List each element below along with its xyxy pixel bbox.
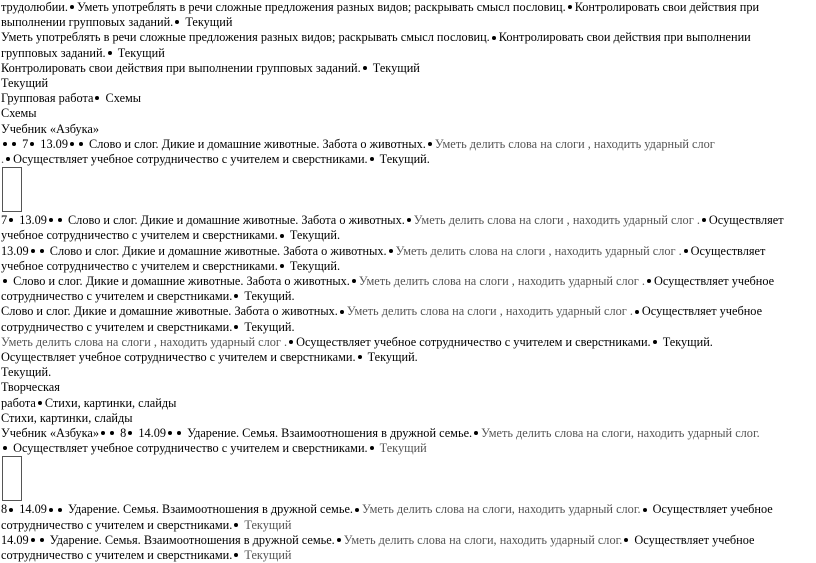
text-line bbox=[1, 365, 816, 380]
text-line bbox=[1, 152, 816, 167]
text-segment: Творческая bbox=[1, 380, 60, 395]
text-line bbox=[1, 61, 816, 76]
text-line bbox=[1, 274, 816, 289]
text-segment: Уметь делить слова на слоги , находить ударный слог . bbox=[395, 243, 682, 258]
text-line bbox=[1, 259, 816, 274]
bullet-icon bbox=[624, 538, 628, 542]
text-segment: Схемы bbox=[102, 91, 142, 106]
bullet-icon bbox=[3, 446, 7, 450]
text-segment: Слово и слог. Дикие и домашние животные. Забота о животных. bbox=[85, 136, 426, 151]
bullet-icon bbox=[3, 279, 7, 283]
text-segment: Осуществляет учебное bbox=[654, 274, 775, 289]
bullet-icon bbox=[234, 523, 238, 527]
bullet-icon bbox=[234, 294, 238, 298]
text-line bbox=[1, 533, 816, 548]
text-segment: Уметь делить слова на слоги , находить ударный слог . bbox=[413, 213, 700, 228]
text-segment: Групповая работа bbox=[1, 91, 94, 106]
text-line bbox=[1, 228, 816, 243]
bullet-icon bbox=[9, 508, 13, 512]
text-segment: Текущий bbox=[241, 517, 292, 532]
text-segment: Ударение. Семья. Взаимоотношения в дружной семье. bbox=[184, 426, 473, 441]
text-segment: Осуществляет учебное сотрудничество с учителем и сверстниками. bbox=[10, 441, 368, 456]
bullet-icon bbox=[352, 279, 356, 283]
bullet-icon bbox=[101, 431, 105, 435]
bullet-icon bbox=[175, 20, 179, 24]
text-segment: Уметь делить слова на слоги , находить ударный слог . bbox=[1, 334, 288, 349]
empty-table-cell bbox=[2, 167, 22, 212]
text-line bbox=[1, 502, 816, 517]
bullet-icon bbox=[31, 538, 35, 542]
text-line bbox=[1, 335, 816, 350]
text-segment: Осуществляет учебное bbox=[649, 502, 773, 517]
text-segment: Текущий. bbox=[376, 152, 430, 167]
bullet-icon bbox=[407, 218, 411, 222]
bullet-icon bbox=[653, 340, 657, 344]
text-segment: работа bbox=[1, 395, 36, 410]
text-segment: Уметь делить слова на слоги , находить ударный слог . bbox=[358, 274, 645, 289]
bullet-icon bbox=[128, 431, 132, 435]
text-segment: Уметь делить слова на слоги , находить ударный слог bbox=[434, 136, 715, 151]
bullet-icon bbox=[234, 553, 238, 557]
text-line bbox=[1, 350, 816, 365]
text-segment: Текущий. bbox=[1, 365, 52, 380]
text-segment: Уметь делить слова на слоги, находить ударный слог. bbox=[343, 532, 623, 547]
text-line bbox=[1, 30, 816, 45]
text-line bbox=[1, 380, 816, 395]
bullet-icon bbox=[363, 66, 367, 70]
bullet-icon bbox=[474, 431, 478, 435]
bullet-icon bbox=[389, 249, 393, 253]
text-line bbox=[1, 320, 816, 335]
text-line bbox=[1, 426, 816, 441]
text-segment: Текущий. bbox=[659, 334, 713, 349]
text-segment: 13.09 bbox=[1, 243, 29, 258]
bullet-icon bbox=[6, 157, 10, 161]
bullet-icon bbox=[40, 249, 44, 253]
bullet-icon bbox=[647, 279, 651, 283]
text-segment: Текущий. bbox=[286, 228, 341, 243]
text-segment: Ударение. Семья. Взаимоотношения в дружной семье. bbox=[64, 502, 353, 517]
text-line bbox=[1, 46, 816, 61]
text-segment: 13.09 bbox=[16, 213, 47, 228]
bullet-icon bbox=[568, 5, 572, 9]
text-segment: Текущий bbox=[114, 45, 165, 60]
text-segment: Слово и слог. Дикие и домашние животные. Забота о животных. bbox=[1, 304, 338, 319]
text-line bbox=[1, 289, 816, 304]
bullet-icon bbox=[635, 310, 639, 314]
text-line bbox=[1, 518, 816, 533]
text-line bbox=[1, 213, 816, 228]
bullet-icon bbox=[38, 401, 42, 405]
text-segment: Слово и слог. Дикие и домашние животные. Забота о животных. bbox=[64, 213, 405, 228]
bullet-icon bbox=[358, 355, 362, 359]
bullet-icon bbox=[3, 142, 7, 146]
text-segment: Текущий bbox=[369, 60, 420, 75]
text-line bbox=[1, 137, 816, 152]
text-segment: учебное сотрудничество с учителем и сверстниками. bbox=[1, 258, 278, 273]
text-segment: трудолюбии. bbox=[1, 0, 68, 14]
text-segment: 13.09 bbox=[37, 136, 68, 151]
text-segment: Уметь употреблять в речи сложные предложения разных видов; раскрывать смысл пословиц. bbox=[76, 0, 566, 14]
bullet-icon bbox=[355, 508, 359, 512]
text-segment: Осуществляет учебное bbox=[641, 304, 763, 319]
bullet-icon bbox=[280, 234, 284, 238]
text-segment: выполнении групповых заданий. bbox=[1, 15, 174, 30]
text-segment: сотрудничество с учителем и сверстниками. bbox=[1, 548, 233, 563]
text-segment: Схемы bbox=[1, 106, 37, 121]
text-segment: Осуществляет bbox=[690, 243, 766, 258]
bullet-icon bbox=[58, 508, 62, 512]
bullet-icon bbox=[95, 96, 99, 100]
text-segment: 14.09 bbox=[135, 426, 167, 441]
text-segment: Уметь делить слова на слоги, находить ударный слог. bbox=[361, 502, 641, 517]
text-segment: . bbox=[1, 152, 5, 167]
text-segment: Текущий bbox=[376, 441, 427, 456]
bullet-icon bbox=[70, 5, 74, 9]
text-segment: Стихи, картинки, слайды bbox=[1, 410, 133, 425]
bullet-icon bbox=[79, 142, 83, 146]
bullet-icon bbox=[9, 218, 13, 222]
text-segment: Текущий. bbox=[286, 258, 341, 273]
text-segment: Осуществляет учебное сотрудничество с учителем и сверстниками. bbox=[13, 152, 368, 167]
text-segment: Стихи, картинки, слайды bbox=[44, 395, 177, 410]
empty-table-cell bbox=[2, 456, 22, 501]
text-line bbox=[1, 122, 816, 137]
bullet-icon bbox=[492, 36, 496, 40]
bullet-icon bbox=[177, 431, 181, 435]
text-segment: 7 bbox=[1, 213, 8, 228]
bullet-icon bbox=[340, 310, 344, 314]
text-segment: Контролировать свои действия при bbox=[574, 0, 760, 14]
text-line bbox=[1, 91, 816, 106]
bullet-icon bbox=[370, 157, 374, 161]
bullet-icon bbox=[234, 325, 238, 329]
bullet-icon bbox=[108, 51, 112, 55]
bullet-icon bbox=[40, 538, 44, 542]
bullet-icon bbox=[12, 142, 16, 146]
text-line bbox=[1, 15, 816, 30]
text-segment: Текущий. bbox=[241, 289, 295, 304]
text-segment: 8 bbox=[1, 502, 8, 517]
text-segment: Контролировать свои действия при выполнении bbox=[498, 30, 751, 45]
text-segment: 14.09 bbox=[1, 532, 29, 547]
text-segment: Текущий bbox=[1, 76, 49, 91]
bullet-icon bbox=[289, 340, 293, 344]
bullet-icon bbox=[58, 218, 62, 222]
text-segment: сотрудничество с учителем и сверстниками. bbox=[1, 517, 233, 532]
text-segment: Осуществляет учебное bbox=[631, 532, 755, 547]
text-segment: Осуществляет учебное сотрудничество с учителем и сверстниками. bbox=[1, 350, 356, 365]
text-line bbox=[1, 0, 816, 15]
bullet-icon bbox=[168, 431, 172, 435]
text-segment: Текущий bbox=[182, 15, 233, 30]
text-segment: групповых заданий. bbox=[1, 45, 106, 60]
text-segment: сотрудничество с учителем и сверстниками. bbox=[1, 289, 233, 304]
bullet-icon bbox=[684, 249, 688, 253]
text-segment: Ударение. Семья. Взаимоотношения в дружной семье. bbox=[46, 532, 335, 547]
text-segment: Текущий bbox=[241, 548, 292, 563]
bullet-icon bbox=[280, 264, 284, 268]
text-segment: Текущий. bbox=[241, 319, 295, 334]
bullet-icon bbox=[370, 446, 374, 450]
text-segment: Слово и слог. Дикие и домашние животные. Забота о животных. bbox=[10, 274, 350, 289]
text-segment: Учебник «Азбука» bbox=[1, 121, 100, 136]
text-line bbox=[1, 396, 816, 411]
text-segment: 14.09 bbox=[16, 502, 47, 517]
text-segment: учебное сотрудничество с учителем и сверстниками. bbox=[1, 228, 278, 243]
text-line bbox=[1, 304, 816, 319]
bullet-icon bbox=[49, 218, 53, 222]
text-segment: Осуществляет учебное сотрудничество с учителем и сверстниками. bbox=[296, 334, 651, 349]
text-line bbox=[1, 548, 816, 563]
text-segment: Учебник «Азбука» bbox=[1, 426, 100, 441]
bullet-icon bbox=[49, 508, 53, 512]
text-segment: 7 bbox=[19, 136, 29, 151]
text-line bbox=[1, 106, 816, 121]
bullet-icon bbox=[70, 142, 74, 146]
text-segment: Текущий. bbox=[364, 350, 418, 365]
bullet-icon bbox=[110, 431, 114, 435]
text-segment: Уметь делить слова на слоги, находить ударный слог. bbox=[481, 426, 760, 441]
text-segment: 8 bbox=[117, 426, 127, 441]
bullet-icon bbox=[31, 249, 35, 253]
bullet-icon bbox=[702, 218, 706, 222]
text-segment: Контролировать свои действия при выполнении групповых заданий. bbox=[1, 60, 361, 75]
text-segment: Осуществляет bbox=[708, 213, 784, 228]
text-line bbox=[1, 411, 816, 426]
text-segment: Уметь употреблять в речи сложные предложения разных видов; раскрывать смысл пословиц. bbox=[1, 30, 490, 45]
bullet-icon bbox=[428, 142, 432, 146]
text-line bbox=[1, 441, 816, 456]
text-segment: Уметь делить слова на слоги , находить ударный слог . bbox=[346, 304, 633, 319]
text-segment: Слово и слог. Дикие и домашние животные. Забота о животных. bbox=[46, 243, 387, 258]
text-line bbox=[1, 76, 816, 91]
bullet-icon bbox=[337, 538, 341, 542]
bullet-icon bbox=[30, 142, 34, 146]
bullet-icon bbox=[643, 508, 647, 512]
text-segment: сотрудничество с учителем и сверстниками. bbox=[1, 319, 233, 334]
text-line bbox=[1, 244, 816, 259]
